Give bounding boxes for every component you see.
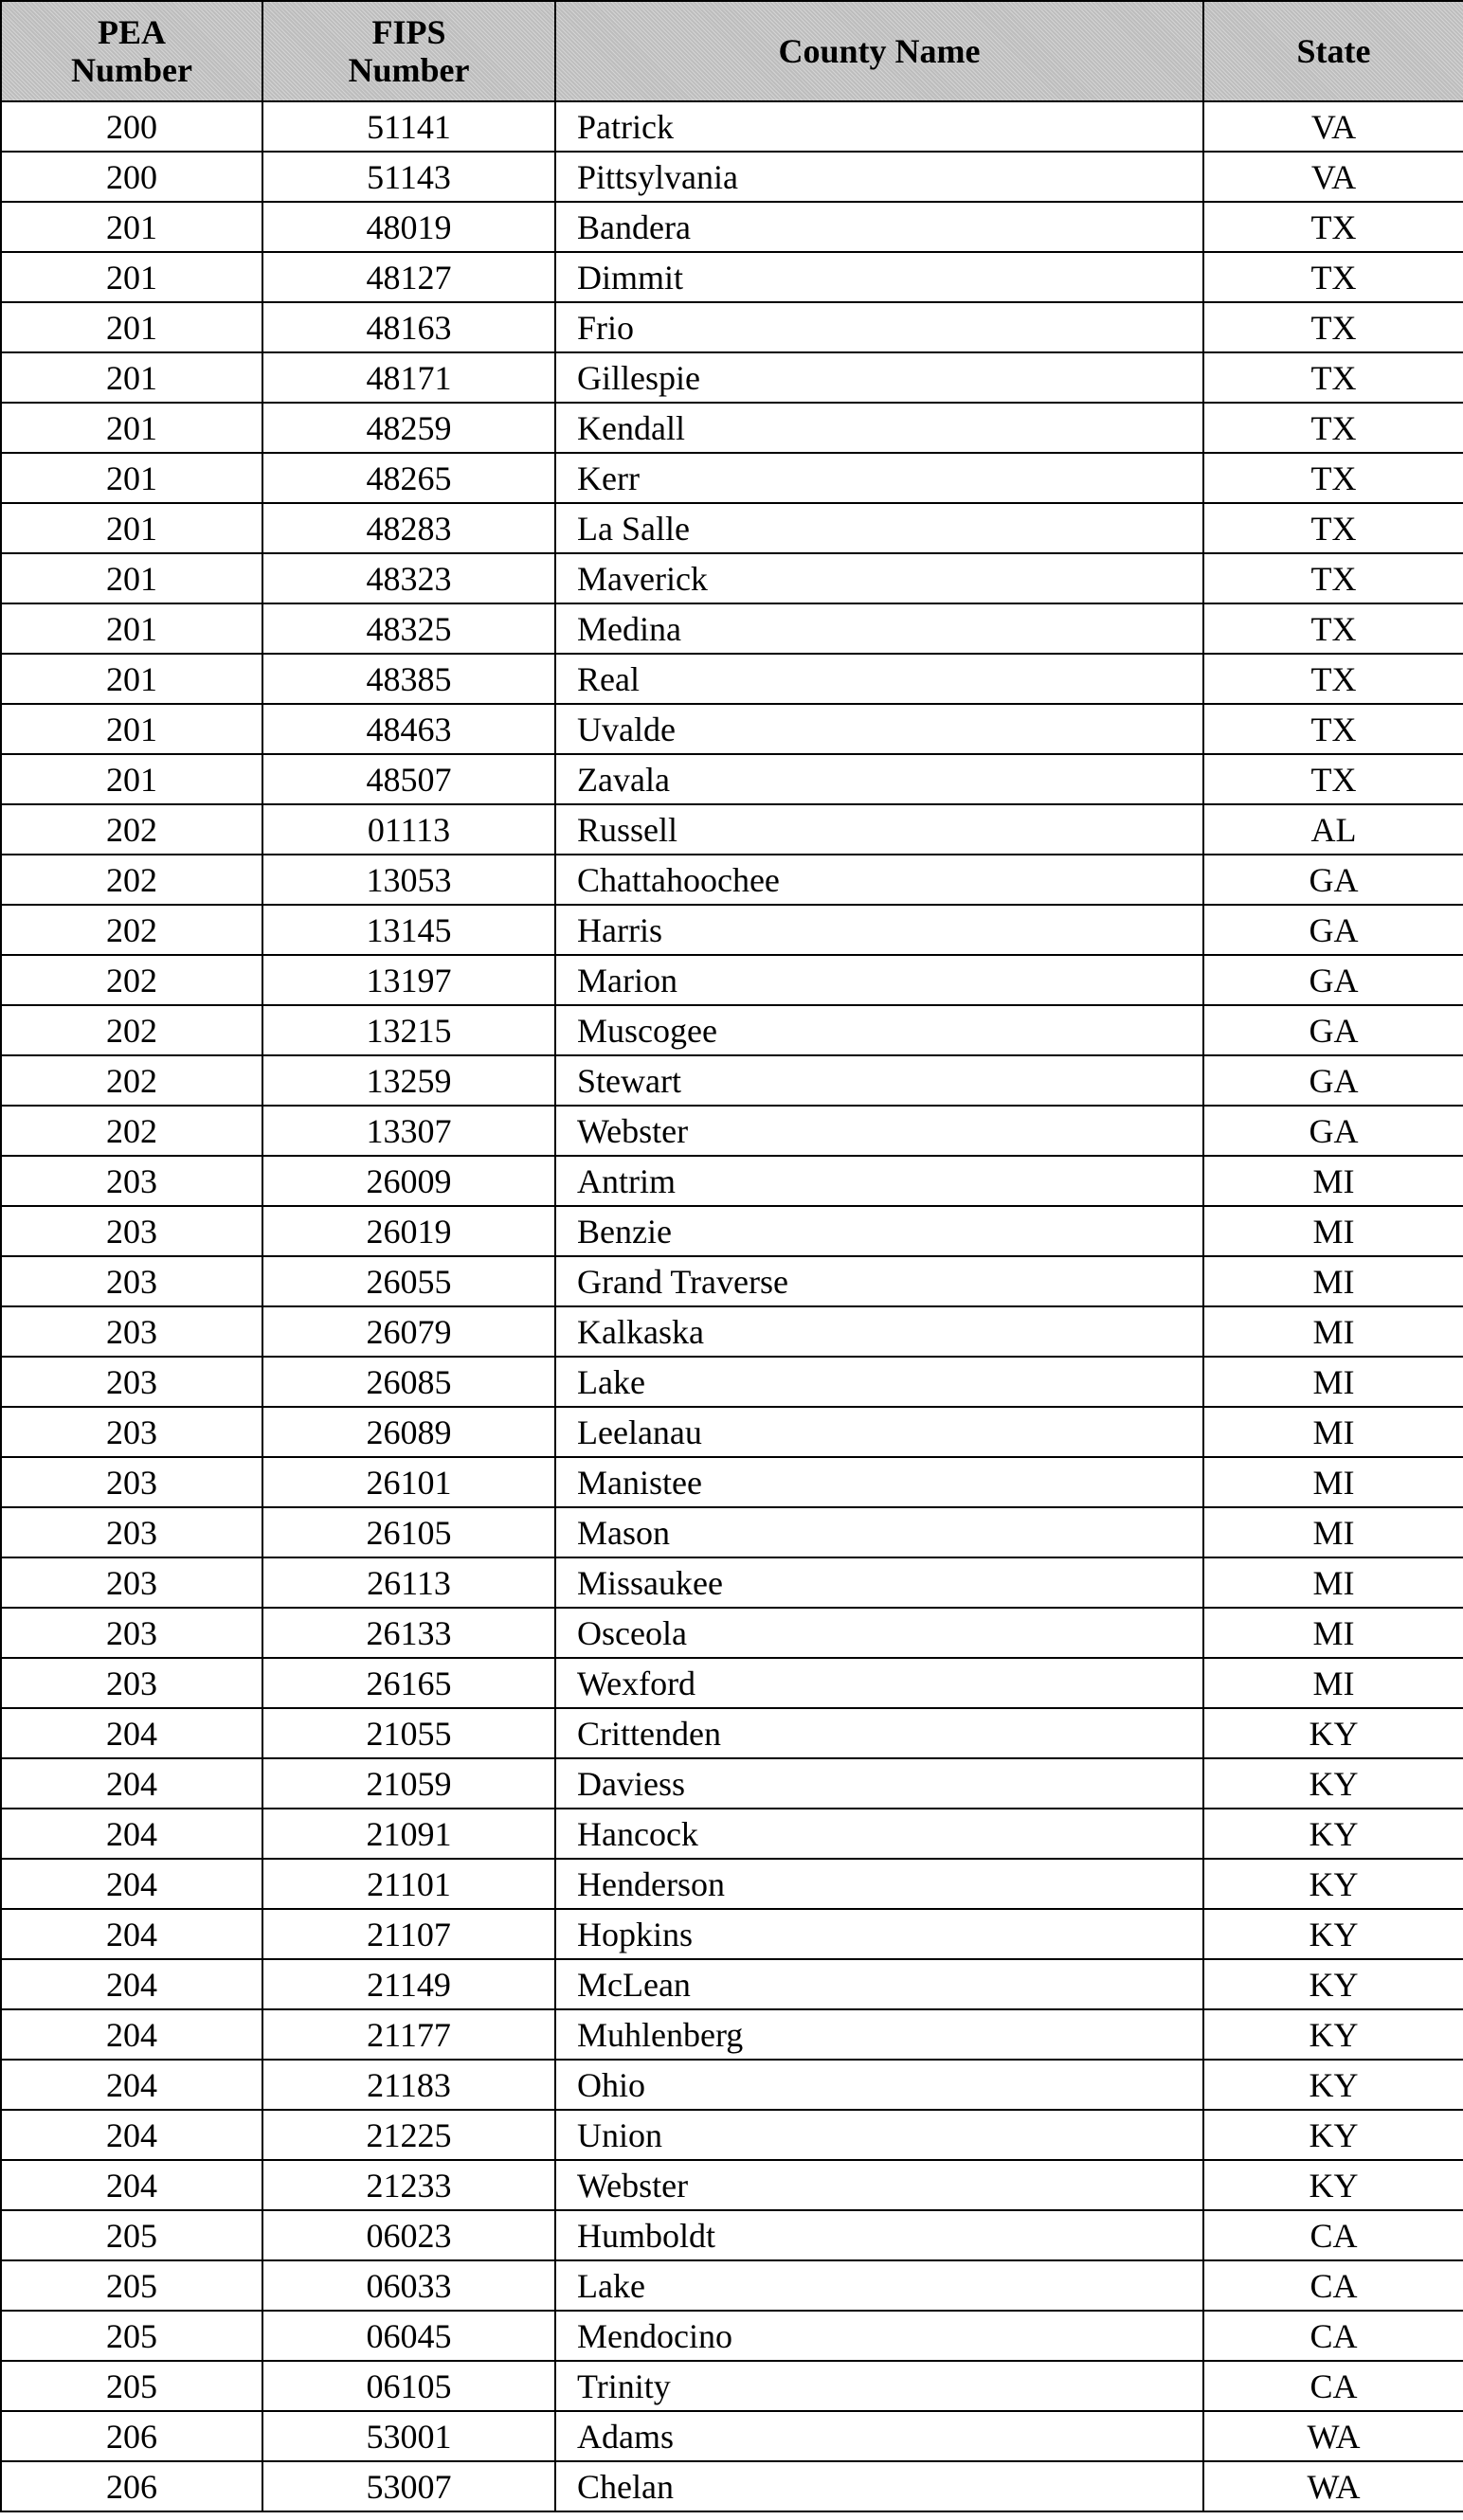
table-row <box>1 1708 1463 1758</box>
pea-number-cell: 201 <box>1 603 262 654</box>
fips-number-cell: 48507 <box>262 754 555 804</box>
table-row <box>1 1206 1463 1256</box>
fips-number-cell: 48283 <box>262 503 555 553</box>
header-row <box>1 1 1463 101</box>
pea-number-cell: 202 <box>1 1106 262 1156</box>
header-state: State <box>1203 1 1463 101</box>
county-name-cell: Antrim <box>555 1156 1203 1206</box>
table-row <box>1 202 1463 252</box>
pea-number-cell: 201 <box>1 453 262 503</box>
fips-number-cell: 26055 <box>262 1256 555 1306</box>
state-cell: MI <box>1203 1156 1463 1206</box>
pea-number-cell: 201 <box>1 503 262 553</box>
fips-number-cell: 06105 <box>262 2361 555 2411</box>
state-cell: GA <box>1203 1005 1463 1055</box>
table-row <box>1 1457 1463 1507</box>
county-name-cell: Medina <box>555 603 1203 654</box>
county-name-cell: Marion <box>555 955 1203 1005</box>
county-name-cell: Zavala <box>555 754 1203 804</box>
table-row <box>1 2361 1463 2411</box>
county-name-cell: Gillespie <box>555 352 1203 403</box>
table-row <box>1 1507 1463 1557</box>
header-county-name: County Name <box>555 1 1203 101</box>
pea-number-cell: 203 <box>1 1557 262 1608</box>
fips-number-cell: 48171 <box>262 352 555 403</box>
table-row <box>1 252 1463 302</box>
state-cell: KY <box>1203 1959 1463 2009</box>
county-name-cell: Chelan <box>555 2461 1203 2511</box>
fips-number-cell: 26133 <box>262 1608 555 1658</box>
fips-number-cell: 21149 <box>262 1959 555 2009</box>
table-row <box>1 1909 1463 1959</box>
pea-number-cell: 201 <box>1 704 262 754</box>
state-cell: AL <box>1203 804 1463 855</box>
table-row <box>1 1959 1463 2009</box>
county-name-cell: Hancock <box>555 1809 1203 1859</box>
county-name-cell: Pittsylvania <box>555 152 1203 202</box>
state-cell: GA <box>1203 1106 1463 1156</box>
pea-number-cell: 201 <box>1 252 262 302</box>
state-cell: VA <box>1203 101 1463 152</box>
pea-number-cell: 201 <box>1 202 262 252</box>
table-row <box>1 654 1463 704</box>
pea-number-cell: 204 <box>1 1708 262 1758</box>
county-name-cell: Stewart <box>555 1055 1203 1106</box>
county-name-cell: Wexford <box>555 1658 1203 1708</box>
county-name-cell: Muscogee <box>555 1005 1203 1055</box>
fips-number-cell: 51143 <box>262 152 555 202</box>
county-name-cell: Crittenden <box>555 1708 1203 1758</box>
table-row <box>1 2210 1463 2260</box>
state-cell: MI <box>1203 1507 1463 1557</box>
fips-number-cell: 13197 <box>262 955 555 1005</box>
county-name-cell: Daviess <box>555 1758 1203 1809</box>
fips-number-cell: 21225 <box>262 2110 555 2160</box>
state-cell: VA <box>1203 152 1463 202</box>
fips-number-cell: 01113 <box>262 804 555 855</box>
county-name-cell: Frio <box>555 302 1203 352</box>
pea-number-cell: 201 <box>1 352 262 403</box>
state-cell: WA <box>1203 2411 1463 2461</box>
fips-number-cell: 48385 <box>262 654 555 704</box>
pea-number-cell: 204 <box>1 1859 262 1909</box>
pea-number-cell: 203 <box>1 1256 262 1306</box>
table-row <box>1 1256 1463 1306</box>
county-name-cell: Webster <box>555 1106 1203 1156</box>
pea-number-cell: 200 <box>1 101 262 152</box>
county-name-cell: Grand Traverse <box>555 1256 1203 1306</box>
table-row <box>1 1106 1463 1156</box>
fips-number-cell: 26165 <box>262 1658 555 1708</box>
table-row <box>1 503 1463 553</box>
pea-number-cell: 201 <box>1 302 262 352</box>
table-row <box>1 1357 1463 1407</box>
state-cell: KY <box>1203 1859 1463 1909</box>
fips-number-cell: 06033 <box>262 2260 555 2311</box>
table-row <box>1 1156 1463 1206</box>
table-row <box>1 2311 1463 2361</box>
county-name-cell: Hopkins <box>555 1909 1203 1959</box>
pea-number-cell: 205 <box>1 2311 262 2361</box>
table-row <box>1 855 1463 905</box>
table-row <box>1 1005 1463 1055</box>
pea-number-cell: 204 <box>1 1909 262 1959</box>
pea-number-cell: 204 <box>1 1758 262 1809</box>
table-row <box>1 1758 1463 1809</box>
header-fips-number <box>262 1 555 101</box>
pea-number-cell: 202 <box>1 804 262 855</box>
pea-number-cell: 203 <box>1 1608 262 1658</box>
fips-number-cell: 26089 <box>262 1407 555 1457</box>
fips-number-cell: 21059 <box>262 1758 555 1809</box>
header-fips-line1: FIPS <box>371 13 446 51</box>
table-row <box>1 1055 1463 1106</box>
county-name-cell: Kerr <box>555 453 1203 503</box>
pea-number-cell: 203 <box>1 1206 262 1256</box>
state-cell: TX <box>1203 302 1463 352</box>
table-row <box>1 2110 1463 2160</box>
fips-number-cell: 26079 <box>262 1306 555 1357</box>
state-cell: GA <box>1203 1055 1463 1106</box>
fips-number-cell: 48265 <box>262 453 555 503</box>
county-name-cell: Kalkaska <box>555 1306 1203 1357</box>
state-cell: KY <box>1203 1809 1463 1859</box>
state-cell: GA <box>1203 855 1463 905</box>
state-cell: KY <box>1203 2060 1463 2110</box>
table-row <box>1 704 1463 754</box>
pea-number-cell: 202 <box>1 1005 262 1055</box>
fips-number-cell: 48325 <box>262 603 555 654</box>
state-cell: TX <box>1203 352 1463 403</box>
state-cell: MI <box>1203 1306 1463 1357</box>
fips-number-cell: 21107 <box>262 1909 555 1959</box>
county-name-cell: Muhlenberg <box>555 2009 1203 2060</box>
table-row <box>1 1859 1463 1909</box>
county-name-cell: Benzie <box>555 1206 1203 1256</box>
pea-number-cell: 204 <box>1 2009 262 2060</box>
county-name-cell: Trinity <box>555 2361 1203 2411</box>
pea-number-cell: 206 <box>1 2461 262 2511</box>
table-row <box>1 2411 1463 2461</box>
pea-number-cell: 203 <box>1 1357 262 1407</box>
header-fips-line2: Number <box>348 51 470 89</box>
table-row <box>1 804 1463 855</box>
fips-number-cell: 13215 <box>262 1005 555 1055</box>
county-name-cell: Adams <box>555 2411 1203 2461</box>
fips-number-cell: 13145 <box>262 905 555 955</box>
state-cell: TX <box>1203 202 1463 252</box>
pea-number-cell: 204 <box>1 1809 262 1859</box>
fips-number-cell: 06023 <box>262 2210 555 2260</box>
county-name-cell: Dimmit <box>555 252 1203 302</box>
state-cell: TX <box>1203 453 1463 503</box>
state-cell: TX <box>1203 252 1463 302</box>
fips-number-cell: 26019 <box>262 1206 555 1256</box>
county-name-cell: Manistee <box>555 1457 1203 1507</box>
state-cell: KY <box>1203 2009 1463 2060</box>
fips-number-cell: 21091 <box>262 1809 555 1859</box>
table-row <box>1 453 1463 503</box>
pea-number-cell: 204 <box>1 1959 262 2009</box>
table-row <box>1 302 1463 352</box>
state-cell: MI <box>1203 1407 1463 1457</box>
county-name-cell: Real <box>555 654 1203 704</box>
pea-number-cell: 201 <box>1 403 262 453</box>
county-name-cell: Osceola <box>555 1608 1203 1658</box>
fips-number-cell: 26085 <box>262 1357 555 1407</box>
fips-number-cell: 21177 <box>262 2009 555 2060</box>
table-row <box>1 1407 1463 1457</box>
pea-number-cell: 203 <box>1 1658 262 1708</box>
fips-number-cell: 53007 <box>262 2461 555 2511</box>
state-cell: GA <box>1203 905 1463 955</box>
fips-number-cell: 53001 <box>262 2411 555 2461</box>
fips-number-cell: 21055 <box>262 1708 555 1758</box>
fips-number-cell: 26105 <box>262 1507 555 1557</box>
fips-number-cell: 48323 <box>262 553 555 603</box>
county-name-cell: Henderson <box>555 1859 1203 1909</box>
table-row <box>1 101 1463 152</box>
county-name-cell: Ohio <box>555 2060 1203 2110</box>
table-row <box>1 2060 1463 2110</box>
table-header <box>1 1 1463 101</box>
pea-number-cell: 205 <box>1 2210 262 2260</box>
county-name-cell: Humboldt <box>555 2210 1203 2260</box>
county-name-cell: Harris <box>555 905 1203 955</box>
state-cell: KY <box>1203 2160 1463 2210</box>
state-cell: CA <box>1203 2311 1463 2361</box>
pea-number-cell: 203 <box>1 1457 262 1507</box>
state-cell: GA <box>1203 955 1463 1005</box>
state-cell: TX <box>1203 654 1463 704</box>
fips-number-cell: 21183 <box>262 2060 555 2110</box>
pea-number-cell: 201 <box>1 553 262 603</box>
table-row <box>1 553 1463 603</box>
table-row <box>1 2260 1463 2311</box>
fips-number-cell: 06045 <box>262 2311 555 2361</box>
fips-number-cell: 13307 <box>262 1106 555 1156</box>
pea-number-cell: 202 <box>1 855 262 905</box>
county-name-cell: Patrick <box>555 101 1203 152</box>
fips-number-cell: 48259 <box>262 403 555 453</box>
state-cell: TX <box>1203 403 1463 453</box>
table-row <box>1 754 1463 804</box>
fips-number-cell: 13053 <box>262 855 555 905</box>
county-name-cell: Maverick <box>555 553 1203 603</box>
state-cell: KY <box>1203 2110 1463 2160</box>
fips-number-cell: 48463 <box>262 704 555 754</box>
table-row <box>1 1306 1463 1357</box>
county-name-cell: Kendall <box>555 403 1203 453</box>
pea-number-cell: 203 <box>1 1156 262 1206</box>
state-cell: WA <box>1203 2461 1463 2511</box>
table-row <box>1 905 1463 955</box>
header-pea-number <box>1 1 262 101</box>
table-body <box>1 101 1463 2511</box>
table-row <box>1 1557 1463 1608</box>
pea-number-cell: 204 <box>1 2110 262 2160</box>
state-cell: MI <box>1203 1658 1463 1708</box>
fips-number-cell: 26101 <box>262 1457 555 1507</box>
county-name-cell: La Salle <box>555 503 1203 553</box>
table-row <box>1 955 1463 1005</box>
pea-number-cell: 203 <box>1 1306 262 1357</box>
state-cell: KY <box>1203 1758 1463 1809</box>
state-cell: TX <box>1203 704 1463 754</box>
state-cell: MI <box>1203 1557 1463 1608</box>
table-row <box>1 603 1463 654</box>
county-name-cell: Leelanau <box>555 1407 1203 1457</box>
pea-number-cell: 201 <box>1 654 262 704</box>
table-row <box>1 352 1463 403</box>
state-cell: MI <box>1203 1256 1463 1306</box>
county-name-cell: Mason <box>555 1507 1203 1557</box>
fips-number-cell: 48019 <box>262 202 555 252</box>
pea-number-cell: 205 <box>1 2361 262 2411</box>
state-cell: MI <box>1203 1608 1463 1658</box>
county-name-cell: Webster <box>555 2160 1203 2210</box>
pea-number-cell: 203 <box>1 1407 262 1457</box>
county-name-cell: Lake <box>555 2260 1203 2311</box>
fips-number-cell: 21101 <box>262 1859 555 1909</box>
pea-number-cell: 204 <box>1 2060 262 2110</box>
fips-number-cell: 21233 <box>262 2160 555 2210</box>
state-cell: TX <box>1203 603 1463 654</box>
state-cell: CA <box>1203 2210 1463 2260</box>
county-name-cell: Russell <box>555 804 1203 855</box>
fips-number-cell: 26009 <box>262 1156 555 1206</box>
table-row <box>1 1809 1463 1859</box>
pea-number-cell: 203 <box>1 1507 262 1557</box>
state-cell: MI <box>1203 1206 1463 1256</box>
table-row <box>1 2461 1463 2511</box>
fips-number-cell: 26113 <box>262 1557 555 1608</box>
pea-number-cell: 202 <box>1 905 262 955</box>
fips-number-cell: 13259 <box>262 1055 555 1106</box>
county-name-cell: Bandera <box>555 202 1203 252</box>
state-cell: KY <box>1203 1909 1463 1959</box>
state-cell: CA <box>1203 2361 1463 2411</box>
county-name-cell: McLean <box>555 1959 1203 2009</box>
fips-number-cell: 48127 <box>262 252 555 302</box>
state-cell: TX <box>1203 553 1463 603</box>
pea-number-cell: 205 <box>1 2260 262 2311</box>
state-cell: MI <box>1203 1457 1463 1507</box>
county-name-cell: Chattahoochee <box>555 855 1203 905</box>
state-cell: MI <box>1203 1357 1463 1407</box>
county-name-cell: Lake <box>555 1357 1203 1407</box>
pea-number-cell: 200 <box>1 152 262 202</box>
state-cell: TX <box>1203 503 1463 553</box>
table-row <box>1 1658 1463 1708</box>
pea-number-cell: 202 <box>1 955 262 1005</box>
county-name-cell: Union <box>555 2110 1203 2160</box>
pea-number-cell: 204 <box>1 2160 262 2210</box>
county-name-cell: Uvalde <box>555 704 1203 754</box>
fips-number-cell: 51141 <box>262 101 555 152</box>
header-pea-line2: Number <box>71 51 192 89</box>
pea-number-cell: 206 <box>1 2411 262 2461</box>
county-name-cell: Mendocino <box>555 2311 1203 2361</box>
state-cell: TX <box>1203 754 1463 804</box>
county-name-cell: Missaukee <box>555 1557 1203 1608</box>
state-cell: CA <box>1203 2260 1463 2311</box>
header-pea-line1: PEA <box>98 13 166 51</box>
fips-number-cell: 48163 <box>262 302 555 352</box>
table-row <box>1 2009 1463 2060</box>
pea-number-cell: 201 <box>1 754 262 804</box>
table-row <box>1 2160 1463 2210</box>
table-row <box>1 152 1463 202</box>
table-row <box>1 403 1463 453</box>
table-row <box>1 1608 1463 1658</box>
state-cell: KY <box>1203 1708 1463 1758</box>
pea-number-cell: 202 <box>1 1055 262 1106</box>
